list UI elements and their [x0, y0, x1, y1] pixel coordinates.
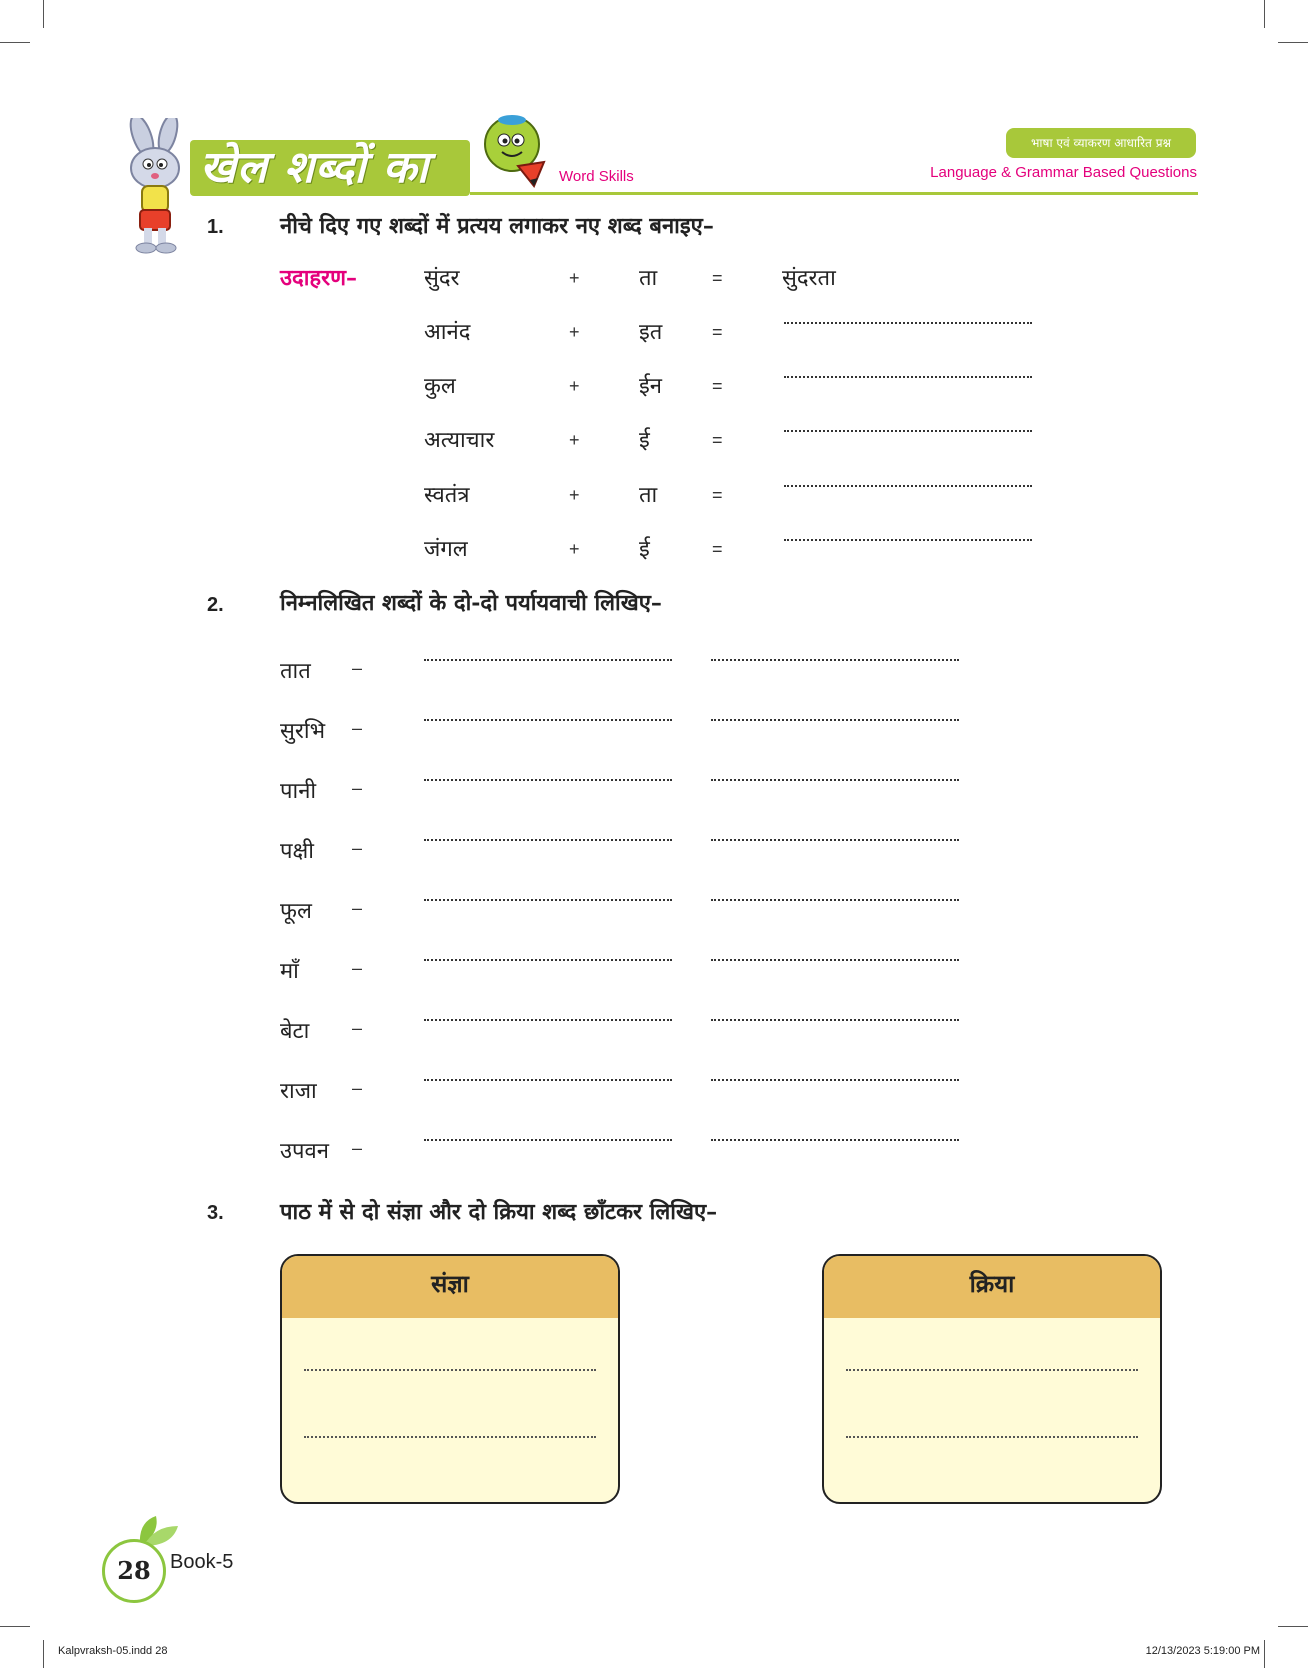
crop-mark	[1278, 42, 1308, 43]
plus-sign: +	[569, 376, 580, 396]
plus-sign: +	[569, 430, 580, 450]
synonym-word: बेटा	[280, 1019, 310, 1044]
section-tag-en: Language & Grammar Based Questions	[930, 164, 1197, 181]
synonym-blank-1[interactable]	[424, 899, 672, 901]
suffix: ता	[639, 483, 658, 508]
noun-box-header: संज्ञा	[282, 1256, 618, 1318]
question-number: 3.	[207, 1202, 224, 1224]
equals-sign: =	[712, 430, 723, 450]
equals-sign: =	[712, 322, 723, 342]
crop-mark	[43, 1640, 44, 1668]
crop-mark	[1264, 0, 1265, 28]
synonym-blank-1[interactable]	[424, 1019, 672, 1021]
synonym-blank-2[interactable]	[711, 1019, 959, 1021]
dash: –	[352, 778, 363, 798]
suffix: ता	[639, 266, 658, 291]
base-word: जंगल	[424, 537, 468, 562]
dash: –	[352, 958, 363, 978]
equals-sign: =	[712, 268, 723, 288]
noun-answer-line[interactable]	[304, 1436, 596, 1438]
slug-filename: Kalpvraksh-05.indd 28	[58, 1645, 168, 1657]
crop-mark	[0, 42, 30, 43]
suffix: ई	[639, 428, 650, 453]
synonym-blank-2[interactable]	[711, 1079, 959, 1081]
plus-sign: +	[569, 322, 580, 342]
slug-timestamp: 12/13/2023 5:19:00 PM	[1145, 1645, 1260, 1657]
pencil-mascot-icon	[478, 110, 550, 190]
plus-sign: +	[569, 268, 580, 288]
base-word: अत्याचार	[424, 428, 495, 453]
plus-sign: +	[569, 539, 580, 559]
synonym-blank-1[interactable]	[424, 839, 672, 841]
synonym-blank-1[interactable]	[424, 719, 672, 721]
word-skills-label: Word Skills	[559, 168, 634, 185]
suffix: ईन	[639, 374, 663, 399]
synonym-blank-2[interactable]	[711, 779, 959, 781]
synonym-word: राजा	[280, 1079, 317, 1104]
book-label: Book-5	[170, 1551, 234, 1573]
synonym-blank-2[interactable]	[711, 899, 959, 901]
dash: –	[352, 718, 363, 738]
synonym-blank-2[interactable]	[711, 719, 959, 721]
verb-answer-line[interactable]	[846, 1436, 1138, 1438]
equals-sign: =	[712, 376, 723, 396]
answer-blank[interactable]	[784, 322, 1032, 324]
plus-sign: +	[569, 485, 580, 505]
crop-mark	[1278, 1626, 1308, 1627]
base-word: कुल	[424, 374, 456, 399]
verb-answer-line[interactable]	[846, 1369, 1138, 1371]
synonym-blank-2[interactable]	[711, 959, 959, 961]
question-text: नीचे दिए गए शब्दों में प्रत्यय लगाकर नए शब्द बनाइए–	[280, 213, 714, 239]
synonym-blank-1[interactable]	[424, 659, 672, 661]
verb-box	[822, 1254, 1162, 1504]
dash: –	[352, 1138, 363, 1158]
synonym-word: उपवन	[280, 1139, 329, 1164]
answer-blank[interactable]	[784, 485, 1032, 487]
noun-box	[280, 1254, 620, 1504]
synonym-blank-2[interactable]	[711, 839, 959, 841]
base-word: सुंदर	[424, 266, 460, 291]
synonym-word: पानी	[280, 779, 317, 804]
synonym-word: तात	[280, 659, 311, 684]
synonym-blank-2[interactable]	[711, 1139, 959, 1141]
crop-mark	[1264, 1640, 1265, 1668]
question-text: पाठ में से दो संज्ञा और दो क्रिया शब्द छाँटकर लिखिए–	[280, 1199, 718, 1225]
dash: –	[352, 1078, 363, 1098]
equals-sign: =	[712, 539, 723, 559]
dash: –	[352, 658, 363, 678]
page-number: 28	[102, 1539, 166, 1603]
verb-box-header: क्रिया	[824, 1256, 1160, 1318]
synonym-blank-2[interactable]	[711, 659, 959, 661]
dash: –	[352, 1018, 363, 1038]
synonym-blank-1[interactable]	[424, 779, 672, 781]
equals-sign: =	[712, 485, 723, 505]
crop-mark	[43, 0, 44, 28]
base-word: आनंद	[424, 320, 471, 345]
answer-blank[interactable]	[784, 539, 1032, 541]
dash: –	[352, 898, 363, 918]
synonym-word: माँ	[280, 959, 299, 984]
crop-mark	[0, 1626, 30, 1627]
suffix: ई	[639, 537, 650, 562]
section-tag: भाषा एवं व्याकरण आधारित प्रश्न	[1006, 128, 1196, 158]
question-text: निम्नलिखित शब्दों के दो-दो पर्यायवाची लिखिए–	[280, 590, 662, 616]
synonym-blank-1[interactable]	[424, 1139, 672, 1141]
question-number: 1.	[207, 216, 224, 238]
synonym-blank-1[interactable]	[424, 959, 672, 961]
synonym-word: पक्षी	[280, 839, 314, 864]
header-divider	[470, 192, 1198, 195]
synonym-word: फूल	[280, 899, 312, 924]
answer-blank[interactable]	[784, 376, 1032, 378]
synonym-blank-1[interactable]	[424, 1079, 672, 1081]
synonym-word: सुरभि	[280, 719, 326, 744]
page-title: खेल शब्दों का	[200, 142, 429, 193]
noun-answer-line[interactable]	[304, 1369, 596, 1371]
example-label: उदाहरण–	[280, 265, 358, 291]
answer-example: सुंदरता	[782, 266, 836, 291]
base-word: स्वतंत्र	[424, 483, 470, 508]
dash: –	[352, 838, 363, 858]
question-number: 2.	[207, 594, 224, 616]
answer-blank[interactable]	[784, 430, 1032, 432]
suffix: इत	[639, 320, 663, 345]
